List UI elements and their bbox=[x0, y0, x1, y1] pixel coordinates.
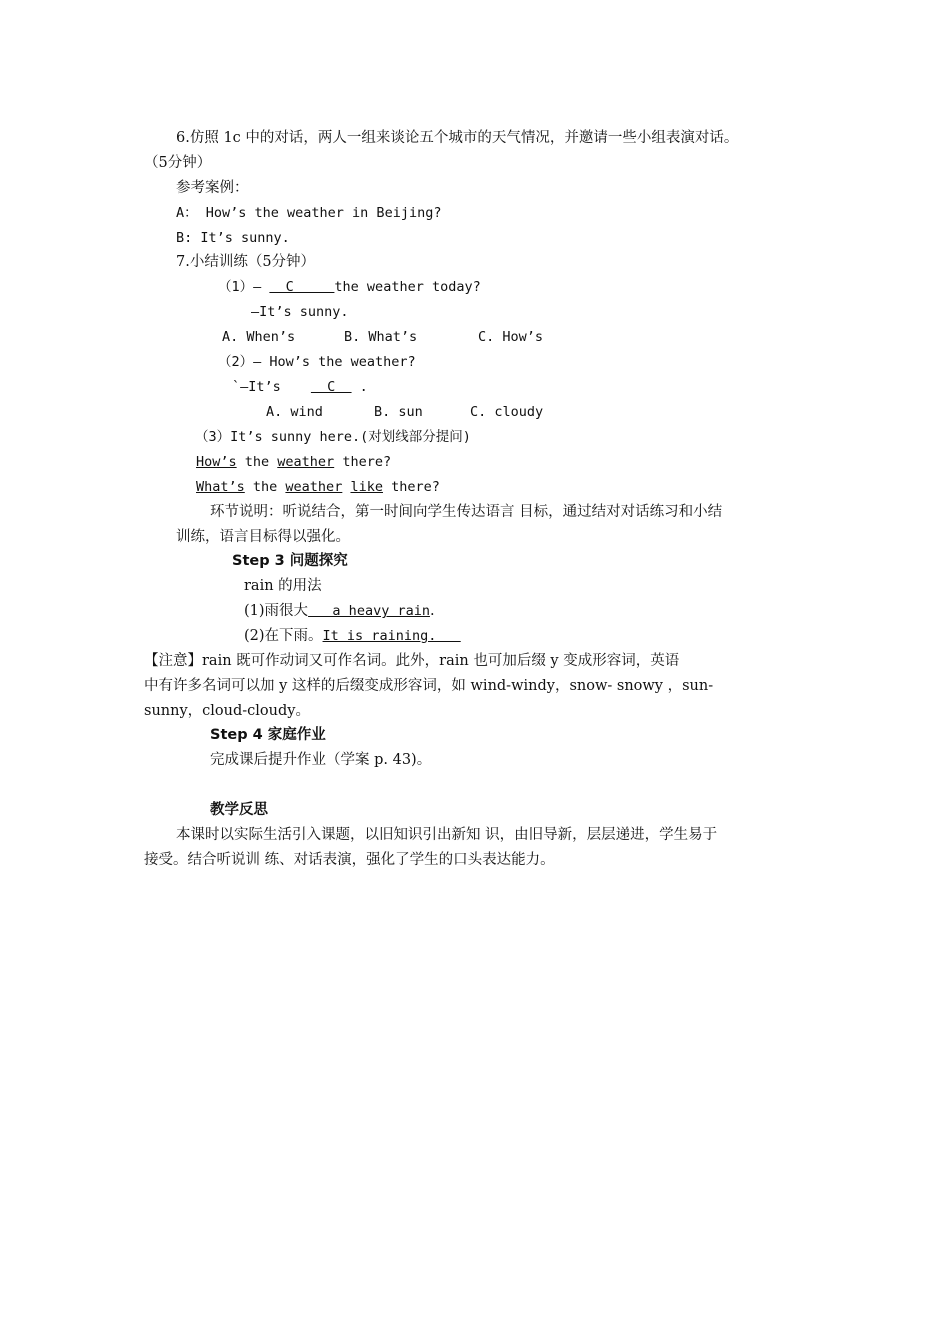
step3-subtitle: rain 的用法 bbox=[244, 578, 322, 594]
step3-item-1 bbox=[244, 601, 435, 621]
underlined-word: weather bbox=[285, 479, 343, 495]
reflection-line1: 本课时以实际生活引入课题，以旧知识引出新知 识，由旧导新，层层递进，学生易于 bbox=[176, 827, 718, 843]
question-2-reply bbox=[232, 377, 368, 397]
question-3: （3）It’s sunny here.(对划线部分提问) bbox=[195, 429, 471, 445]
dialog-line-a: A： How’s the weather in Beijing? bbox=[176, 205, 442, 221]
section6-line2: （5分钟） bbox=[144, 155, 212, 171]
question-2-option-c: C. cloudy bbox=[470, 404, 544, 420]
underlined-word: like bbox=[350, 479, 383, 495]
question-1-option-c: C. How’s bbox=[478, 329, 544, 345]
answer-text: there? bbox=[334, 454, 392, 470]
item-2-answer: It is raining. bbox=[322, 628, 461, 644]
question-3-answer-2 bbox=[196, 477, 440, 497]
question-2-reply-suffix: . bbox=[351, 379, 368, 395]
answer-text: the bbox=[236, 454, 278, 470]
section6-line1: 6.仿照 1c 中的对话，两人一组来谈论五个城市的天气情况，并邀请一些小组表演对话。 bbox=[176, 130, 739, 146]
item-1-prefix: (1)雨很大 bbox=[244, 603, 309, 619]
dialog-line-b: B: It’s sunny. bbox=[176, 230, 290, 246]
attention-line1: 【注意】rain 既可作动词又可作名词。此外，rain 也可加后缀 y 变成形容词，英语 bbox=[144, 653, 680, 669]
question-2-option-b: B. sun bbox=[374, 404, 423, 420]
question-2-answer-blank: C bbox=[310, 379, 352, 395]
section7-title: 7.小结训练（5分钟） bbox=[176, 254, 316, 270]
question-1-answer-blank: C bbox=[269, 279, 335, 295]
step3-title: Step 3 问题探究 bbox=[232, 553, 348, 569]
item-2-prefix: (2)在下雨。 bbox=[244, 628, 323, 644]
answer-text: there? bbox=[382, 479, 440, 495]
item-1-suffix: . bbox=[429, 603, 435, 619]
segment-note-line1: 环节说明：听说结合，第一时间向学生传达语言 目标，通过结对对话练习和小结 bbox=[210, 504, 723, 520]
answer-text: the bbox=[244, 479, 286, 495]
question-2-reply-prefix: `—It’s bbox=[232, 379, 289, 395]
reflection-title: 教学反思 bbox=[210, 802, 268, 818]
underlined-word: What’s bbox=[196, 479, 245, 495]
question-1-reply: —It’s sunny. bbox=[251, 304, 349, 320]
question-1 bbox=[218, 277, 481, 297]
question-2-option-a: A. wind bbox=[266, 404, 323, 420]
question-1-prefix: （1）— bbox=[218, 279, 270, 295]
item-1-answer: a heavy rain bbox=[308, 603, 430, 619]
question-2: （2）— How’s the weather? bbox=[218, 354, 416, 370]
step4-content: 完成课后提升作业（学案 p. 43)。 bbox=[210, 752, 432, 768]
underlined-word: How’s bbox=[196, 454, 237, 470]
question-3-answer-1 bbox=[196, 452, 391, 472]
segment-note-line2: 训练，语言目标得以强化。 bbox=[176, 529, 350, 545]
reference-label: 参考案例： bbox=[176, 180, 249, 196]
question-1-option-b: B. What’s bbox=[344, 329, 418, 345]
step4-title: Step 4 家庭作业 bbox=[210, 727, 326, 743]
question-1-suffix: the weather today? bbox=[334, 279, 481, 295]
question-1-option-a: A. When’s bbox=[222, 329, 296, 345]
attention-line3: sunny，cloud-cloudy。 bbox=[144, 703, 310, 719]
attention-line2: 中有许多名词可以加 y 这样的后缀变成形容词，如 wind-windy，snow- snowy ，sun- bbox=[144, 678, 714, 694]
reflection-line2: 接受。结合听说训 练、对话表演，强化了学生的口头表达能力。 bbox=[144, 852, 555, 868]
step3-item-2 bbox=[244, 626, 461, 646]
underlined-word: weather bbox=[277, 454, 335, 470]
